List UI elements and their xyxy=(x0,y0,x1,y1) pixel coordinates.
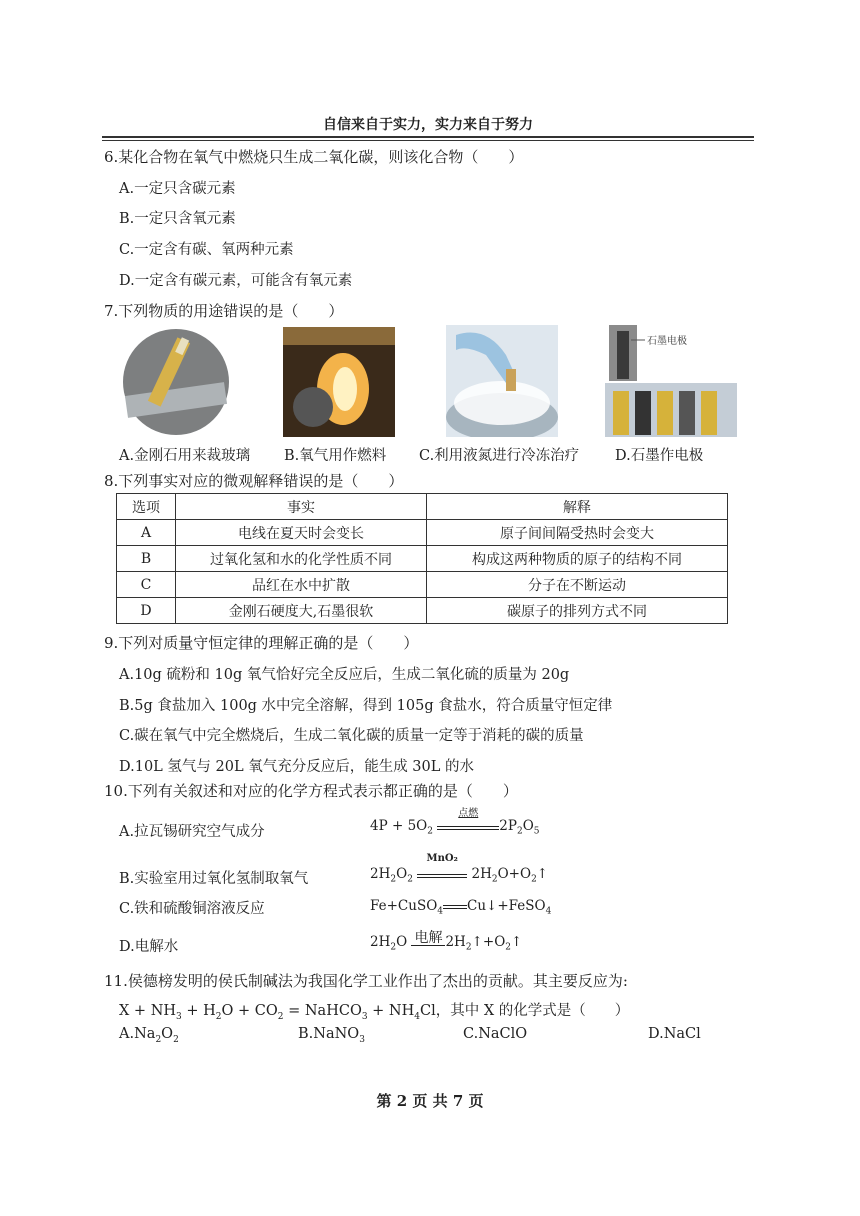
table-header-option: 选项 xyxy=(117,494,176,520)
header-rule-thick xyxy=(102,136,754,138)
reaction-condition: MnO₂ xyxy=(426,853,458,864)
table-row xyxy=(117,546,728,572)
question-11-option-a: $A.Na_2O_2$ xyxy=(119,1026,179,1045)
header-rule-thin xyxy=(102,140,754,141)
question-10-option-c: C.铁和硫酸铜溶液反应 xyxy=(119,901,265,917)
question-10-equation-c: Fe+CuSO$_4$ Cu↓+FeSO$_4$ xyxy=(370,898,552,917)
table-cell: A xyxy=(117,520,176,546)
question-11-tail: ，其中 X 的化学式是（ ） xyxy=(435,1003,630,1019)
table-cell: 分子在不断运动 xyxy=(427,572,728,598)
table-cell: 过氧化氢和水的化学性质不同 xyxy=(176,546,427,572)
question-7-caption-a: A.金刚石用来裁玻璃 xyxy=(119,448,251,464)
question-11-option-b: B.NaNO$_3$ xyxy=(298,1026,365,1045)
question-11-option-c: C.NaClO xyxy=(463,1026,528,1042)
table-cell: C xyxy=(117,572,176,598)
question-9-stem: 9.下列对质量守恒定律的理解正确的是（ ） xyxy=(104,634,419,652)
svg-text:石墨电极: 石墨电极 xyxy=(647,336,687,347)
question-10-equation-b: $2H_2O_2$ MnO₂ $2H_2O+O_2↑$ xyxy=(370,853,549,885)
table-cell: 碳原子的排列方式不同 xyxy=(427,598,728,624)
question-9-option-b: B.5g 食盐加入 100g 水中完全溶解，得到 105g 食盐水，符合质量守恒定律 xyxy=(119,698,613,714)
question-9-option-c: C.碳在氧气中完全燃烧后，生成二氧化碳的质量一定等于消耗的碳的质量 xyxy=(119,728,584,744)
table-cell: 原子间间隔受热时会变大 xyxy=(427,520,728,546)
reaction-condition: 点燃 xyxy=(458,808,479,819)
question-10-option-a: A.拉瓦锡研究空气成分 xyxy=(119,824,265,840)
reaction-condition: 电解 xyxy=(414,930,443,946)
question-11-option-d: D.NaCl xyxy=(648,1026,701,1042)
table-cell: 构成这两种物质的原子的结构不同 xyxy=(427,546,728,572)
question-7-stem: 7.下列物质的用途错误的是（ ） xyxy=(104,302,344,320)
table-cell: 金刚石硬度大,石墨很软 xyxy=(176,598,427,624)
table-cell: 品红在水中扩散 xyxy=(176,572,427,598)
question-6-option-c: C.一定含有碳、氧两种元素 xyxy=(119,242,294,258)
question-7-caption-d: D.石墨作电极 xyxy=(615,448,704,464)
question-8-table xyxy=(116,493,728,624)
question-6-option-a: A.一定只含碳元素 xyxy=(119,181,236,197)
question-10-equation-a: $4P + 5O_2$ 点燃 $2P_2O_5$ xyxy=(370,818,540,837)
question-11-stem: 11.侯德榜发明的侯氏制碱法为我国化学工业作出了杰出的贡献。其主要反应为: xyxy=(104,972,628,990)
question-10-equation-d: $2H_2O$ 电解 $2H_2↑+O_2↑$ xyxy=(370,934,522,953)
table-cell: D xyxy=(117,598,176,624)
table-cell: B xyxy=(117,546,176,572)
diamond-glass-cutter-image xyxy=(122,327,230,437)
graphite-electrode-image xyxy=(605,325,737,437)
question-9-option-a: A.10g 硫粉和 10g 氧气恰好完全反应后，生成二氧化硫的质量为 20g xyxy=(119,667,570,683)
question-10-option-d: D.电解水 xyxy=(119,939,179,955)
liquid-nitrogen-cryotherapy-image xyxy=(446,325,558,437)
question-10-stem: 10.下列有关叙述和对应的化学方程式表示都正确的是（ ） xyxy=(104,782,518,800)
page-header: 自信来自于实力，实力来自于努力 xyxy=(323,117,533,133)
table-row xyxy=(117,520,728,546)
question-10-option-b: B.实验室用过氧化氢制取氧气 xyxy=(119,871,309,887)
table-header-explanation: 解释 xyxy=(427,494,728,520)
table-cell: 电线在夏天时会变长 xyxy=(176,520,427,546)
oxygen-fuel-flame-image xyxy=(283,327,395,437)
table-row xyxy=(117,572,728,598)
table-header-row xyxy=(117,494,728,520)
question-7-caption-c: C.利用液氮进行冷冻治疗 xyxy=(419,448,580,464)
reaction-arrow xyxy=(437,808,499,830)
question-9-option-d: D.10L 氢气与 20L 氧气充分反应后，能生成 30L 的水 xyxy=(119,759,475,775)
page-footer: 第 2 页 共 7 页 xyxy=(376,1092,484,1110)
reaction-arrow xyxy=(411,930,445,946)
question-8-stem: 8.下列事实对应的微观解释错误的是（ ） xyxy=(104,472,404,490)
question-6-option-d: D.一定含有碳元素，可能含有氧元素 xyxy=(119,273,353,289)
question-6-option-b: B.一定只含氧元素 xyxy=(119,211,236,227)
question-6-stem: 6.某化合物在氧气中燃烧只生成二氧化碳，则该化合物（ ） xyxy=(104,148,524,166)
reaction-arrow xyxy=(417,853,467,878)
question-11-equation: $X + NH_3 + H_2O + CO_2$ = NaHCO$_3$ + $NH_4Cl$，其中 X 的化学式是（ ） xyxy=(119,1003,630,1022)
table-header-fact: 事实 xyxy=(176,494,427,520)
question-7-caption-b: B.氧气用作燃料 xyxy=(284,448,387,464)
table-row xyxy=(117,598,728,624)
